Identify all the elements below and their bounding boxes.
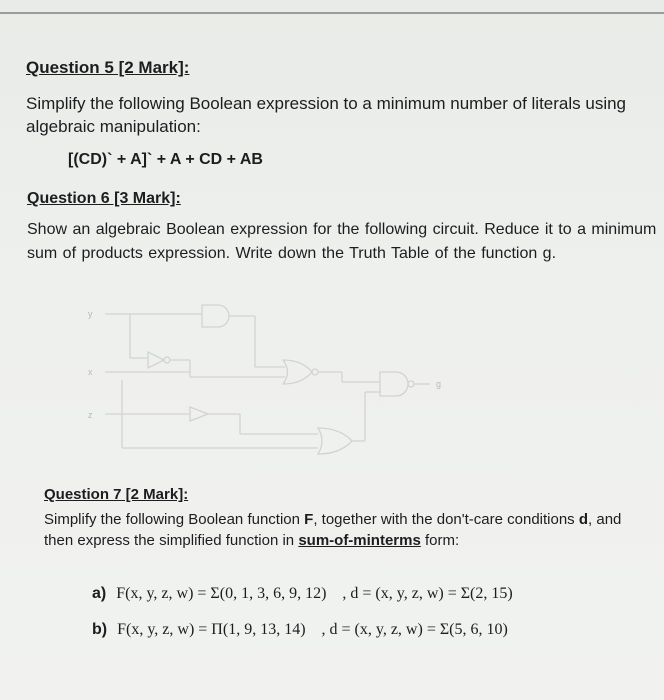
question-5-expression: [(CD)` + A]` + A + CD + AB <box>68 151 263 168</box>
question-5-heading: Question 5 [2 Mark]: <box>26 58 190 77</box>
output-label-g: g <box>436 379 442 389</box>
nor-gate-middle <box>283 360 312 384</box>
question-5-body: Simplify the following Boolean expression to a minimum number of literals using algebraic manipulation: <box>26 94 627 136</box>
question-7-part-a: a) F(x, y, z, w) = Σ(0, 1, 3, 6, 9, 12) , d = (x, y, z, w) = Σ(2, 15) <box>92 585 513 602</box>
part-b-function: F(x, y, z, w) = Π(1, 9, 13, 14) <box>117 621 306 638</box>
nand-gate-final <box>380 372 408 396</box>
input-label-z: z <box>88 410 93 420</box>
and-gate-top <box>202 305 229 327</box>
part-a-function: F(x, y, z, w) = Σ(0, 1, 3, 6, 9, 12) <box>116 585 327 602</box>
dont-care-name: d <box>578 511 589 528</box>
buffer-gate-z <box>190 407 208 421</box>
sum-of-minterms-term: sum-of-minterms <box>298 532 421 549</box>
logic-circuit-diagram <box>80 300 480 475</box>
part-a-dont-care: , d = (x, y, z, w) = Σ(2, 15) <box>342 585 513 602</box>
not-gate-x <box>148 352 164 368</box>
question-7-body: Simplify the following Boolean function F, together with the don't-care conditions d, and then express the simplified function in sum-of-minterms form: <box>44 511 622 549</box>
question-7-heading: Question 7 [2 Mark]: <box>44 486 189 503</box>
function-name: F <box>304 511 314 528</box>
question-6-body: Show an algebraic Boolean expression for the following circuit. Reduce it to a minimum sum of products expression. Write down the Truth Table of the function g. <box>27 221 657 262</box>
top-rule <box>0 12 664 14</box>
input-label-y: y <box>88 309 93 319</box>
question-6-heading: Question 6 [3 Mark]: <box>27 190 181 207</box>
or-gate-bottom <box>318 428 352 454</box>
input-label-x: x <box>88 367 93 377</box>
part-b-dont-care: , d = (x, y, z, w) = Σ(5, 6, 10) <box>321 621 508 638</box>
question-7-part-b: b) F(x, y, z, w) = Π(1, 9, 13, 14) , d = (x, y, z, w) = Σ(5, 6, 10) <box>92 621 508 638</box>
